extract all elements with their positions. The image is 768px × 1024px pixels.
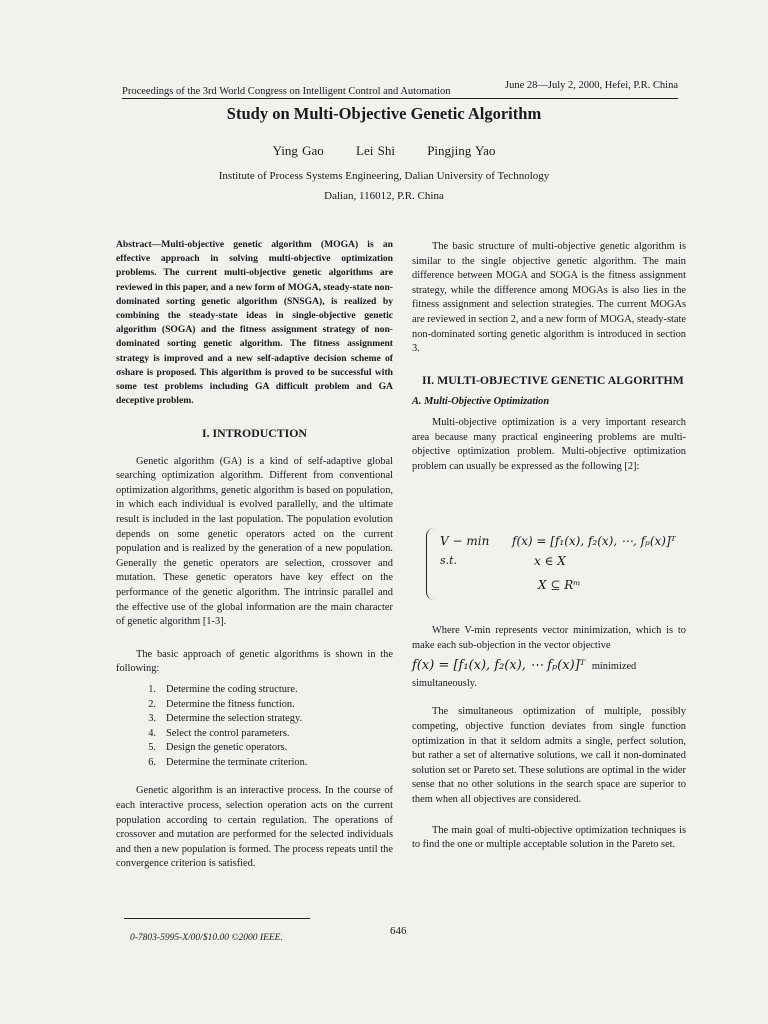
brace: [426, 528, 437, 600]
abstract: [116, 238, 393, 408]
author-name: Lei Shi: [356, 143, 395, 158]
list-item: 2. Determine the fitness function.: [148, 698, 295, 710]
paragraph-tail: simultaneously.: [412, 677, 477, 689]
page-number: 646: [390, 925, 407, 937]
footer-copyright: 0-7803-5995-X/00/$10.00 ©2000 IEEE.: [130, 933, 283, 943]
author-list: [0, 143, 768, 159]
paragraph: Genetic algorithm (GA) is a kind of self-adaptive global searching optimization algorithm. Different from conventional optimization algorithms, genetic algorithm is based on population, in which each individual is evolved parallelly, and the ultimate result is included in the last population. The population evolution depends on some genetic operators acted on the current population and is realized by the generation of a new population. Generally the genetic operators are selection, crossover and mutation. These genetic operators have key effect on the performance of the genetic algorithm. The intrinsic parallel and the effective use of the global information are the main character of genetic algorithm [1-3].: [116, 455, 393, 628]
steps-list: [116, 683, 393, 771]
paragraph: Genetic algorithm is an interactive process. In the course of each interactive process, selection operation acts on the current population according to certain regulation. The operations of crossover and mutation are performed for the selected individuals and then a new population is formed. The process repeats until the convergence criterion is satisfied.: [116, 785, 393, 870]
address: Dalian, 116012, P.R. China: [324, 190, 444, 202]
author-name: Ying Gao: [272, 143, 324, 158]
header-proceedings: Proceedings of the 3rd World Congress on Intelligent Control and Automation: [122, 86, 451, 97]
equation-X-subset: X ⊆ Rᵐ: [538, 578, 581, 592]
list-item: 5. Design the genetic operators.: [148, 742, 288, 754]
paragraph: Multi-objective optimization is a very important research area because many practical engineering problems are multi-objective optimization problem. Multi-objective optimization problem can usually be expressed as the following [2]:: [412, 416, 686, 472]
list-item: 3. Determine the selection strategy.: [148, 713, 303, 725]
inline-equation-tail: minimized: [591, 661, 637, 673]
equation-system: [426, 528, 686, 600]
section-heading: II. MULTI-OBJECTIVE GENETIC ALGORITHM: [422, 372, 684, 387]
paragraph: The basic structure of multi-objective genetic algorithm is similar to the single objective genetic algorithm. The main difference between MOGA and SOGA is the fitness assignment strategy, while the difference among MOGAs is also lies in the fitness assignment and selection strategies. The current MOGAs are reviewed in section 2, and a new form of MOGA, steady-state non-dominated sorting genetic algorithm is introduced in section 3.: [412, 241, 686, 355]
header-date: June 28—July 2, 2000, Hefei, P.R. China: [505, 80, 678, 91]
paragraph: The main goal of multi-objective optimization techniques is to find the one or multiple acceptable solution in the Pareto set.: [412, 824, 686, 851]
paragraph: Where V-min represents vector minimization, which is to make each sub-objection in the vector objective: [412, 625, 686, 651]
section-heading: I. INTRODUCTION: [202, 426, 307, 440]
paragraph: The basic approach of genetic algorithms is shown in the following:: [116, 648, 393, 675]
paragraph: The simultaneous optimization of multiple, possibly competing, objective function deviates from single function optimization in that it seldom admits a single, perfect solution, but rather a set of alternative solutions, we call it non-dominated solution set or Pareto set. These solutions are optimal in the wider sense that no other solutions in the search space are superior to them when all objectives are considered.: [412, 706, 686, 805]
running-header: [122, 80, 678, 99]
footer-rule: [124, 918, 310, 919]
equation-x-in-X: x ∈ X: [534, 554, 566, 568]
author-name: Pingjing Yao: [427, 143, 496, 158]
equation-st: s.t.: [440, 554, 458, 567]
right-column-bottom: [412, 624, 686, 853]
equation-objective: f(x) = [f₁(x), f₂(x), ⋯, fₚ(x)]ᵀ: [512, 534, 676, 548]
paper-title: Study on Multi-Objective Genetic Algorithm: [226, 104, 542, 123]
list-item: 4. Select the control parameters.: [148, 727, 290, 739]
right-column-top: [412, 240, 686, 474]
list-item: 1. Determine the coding structure.: [148, 683, 298, 695]
section-introduction: [116, 426, 393, 872]
inline-equation-line: [412, 659, 686, 675]
abstract-text: Abstract—Multi-objective genetic algorithm (MOGA) is an effective approach in solving multi-objective optimization problems. The current multi-objective genetic algorithms are reviewed in this paper, and a new form of MOGA, steady-state non-dominated sorting genetic algorithm (SNSGA), is realized by combining the steady-state ideas in single-objective genetic algorithm (SOGA) and the fitness assignment strategy of non-dominated sorting genetic algorithm. The fitness assignment strategy is improved and a new self-adaptive decision scheme of σshare is proposed. This algorithm is proved to be successful with some test problems including GA difficult problem and GA deceptive problem.: [116, 239, 393, 407]
affiliation-block: [0, 166, 768, 206]
list-item: 6. Determine the terminate criterion.: [148, 756, 308, 768]
inline-equation: f(x) = [f₁(x), f₂(x), ⋯ fₚ(x)]ᵀ: [412, 658, 586, 674]
subsection-heading: A. Multi-Objective Optimization: [412, 396, 550, 408]
affiliation: Institute of Process Systems Engineering, Dalian University of Technology: [218, 170, 550, 182]
equation-vmin: V − min: [440, 534, 490, 548]
